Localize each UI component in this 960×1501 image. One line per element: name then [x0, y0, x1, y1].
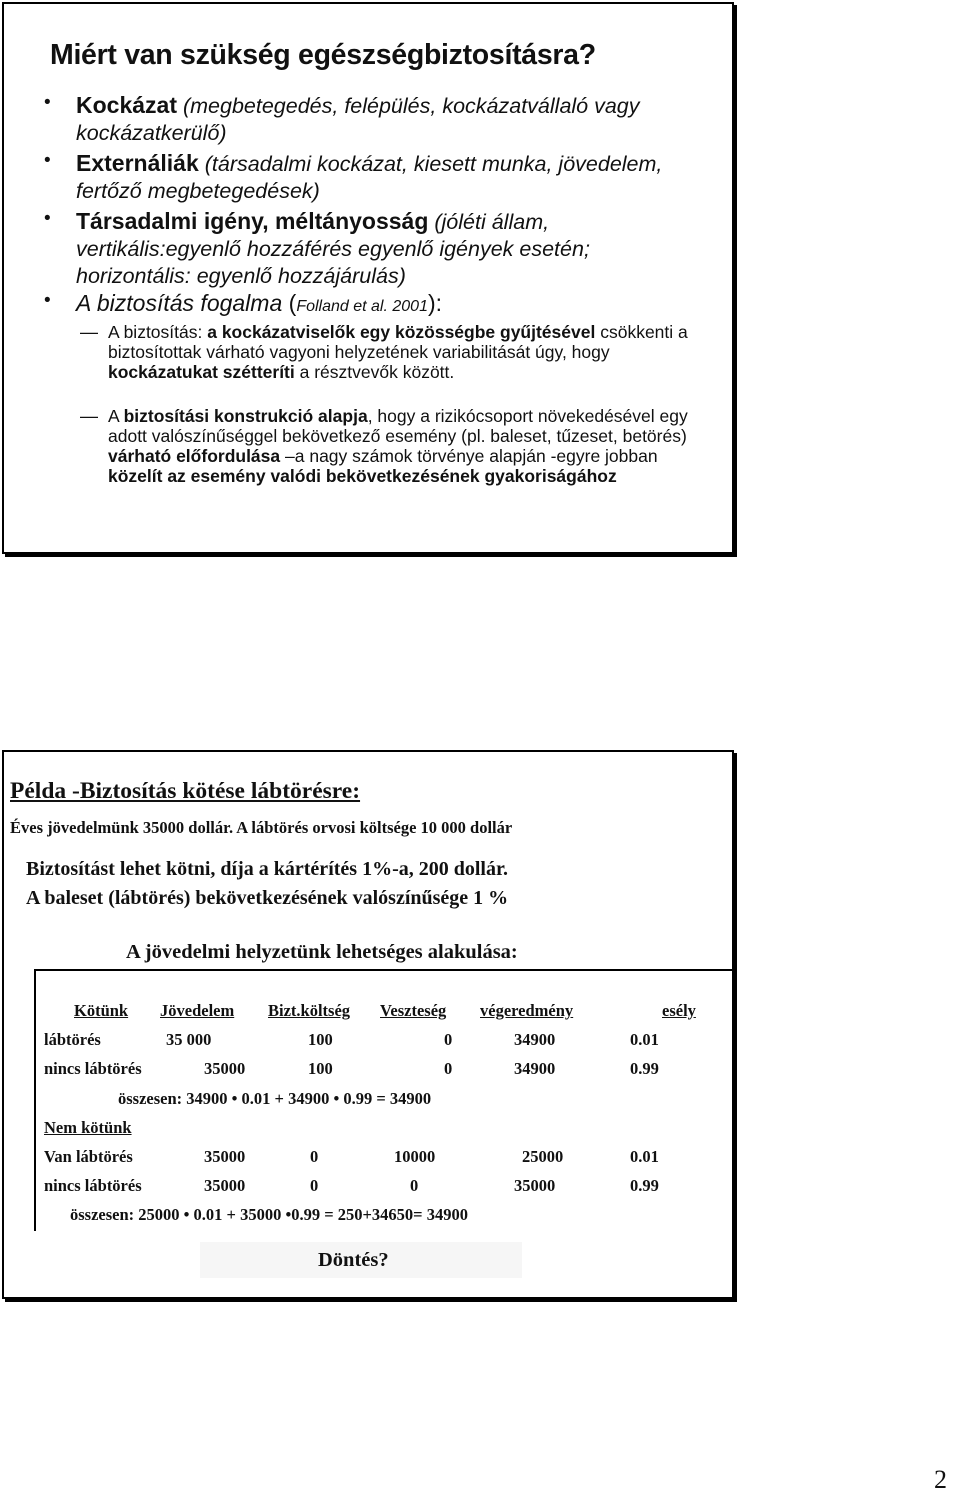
subitem-text	[108, 406, 690, 486]
cell-loss: 0	[444, 1059, 453, 1078]
insured-total: összesen: 34900 • 0.01 + 34900 • 0.99 = 34900	[118, 1089, 432, 1108]
outcome-table	[34, 969, 736, 1231]
cell-income: 35000	[204, 1176, 246, 1195]
header-income: Jövedelem	[160, 1001, 235, 1020]
bullet-term: A biztosítás fogalma	[76, 290, 283, 316]
header-result: végeredmény	[480, 1001, 574, 1020]
cell-loss: 0	[444, 1030, 453, 1049]
bullet-detail: (társadalmi kockázat, kiesett munka, jövedelem, fertőző megbetegedések)	[76, 152, 663, 203]
text-run: –a nagy számok törvénye alapján -egyre jobban	[280, 446, 658, 466]
insurance-premium-line: Biztosítást lehet kötni, díja a kártérítés 1%-a, 200 dollár.	[26, 858, 509, 880]
text-run: a résztvevők között.	[294, 362, 455, 382]
cell-premium: 0	[310, 1176, 319, 1195]
bullet-dot: •	[44, 290, 51, 311]
cell-case: lábtörés	[44, 1030, 101, 1049]
header-loss: Veszteség	[380, 1001, 447, 1020]
paren-open: (	[288, 290, 297, 316]
cell-case: Van lábtörés	[44, 1147, 133, 1166]
dash-marker: —	[80, 322, 98, 342]
bullet-text	[76, 208, 704, 290]
bullet-text	[76, 290, 704, 320]
probability-line: A baleset (lábtörés) bekövetkezésének valószínűsége 1 %	[26, 887, 509, 909]
bullet-term: Externáliák	[76, 150, 199, 176]
cell-income: 35000	[204, 1147, 246, 1166]
bullet-dot: •	[44, 208, 51, 229]
bullet-term: Társadalmi igény, méltányosság	[76, 208, 429, 234]
cell-income: 35000	[204, 1059, 246, 1078]
cell-premium: 100	[308, 1059, 333, 1078]
cell-result: 34900	[514, 1030, 556, 1049]
example-title: Példa -Biztosítás kötése lábtörésre:	[10, 778, 361, 804]
header-premium: Bizt.költség	[268, 1001, 351, 1020]
slide-title: Miért van szükség egészségbiztosításra?	[50, 39, 596, 71]
citation: Folland et al. 2001	[296, 298, 428, 315]
bullet-detail: (megbetegedés, felépülés, kockázatvállaló vagy kockázatkerülő)	[76, 94, 640, 145]
bullet-term: Kockázat	[76, 92, 177, 118]
uninsured-total: összesen: 25000 • 0.01 + 35000 •0.99 = 250+34650= 34900	[70, 1205, 468, 1224]
bullet-detail: (jóléti állam, vertikális:egyenlő hozzáférés egyenlő igények esetén; horizontális: egyenlő hozzájárulás)	[76, 210, 590, 288]
header-insure: Kötünk	[74, 1001, 129, 1020]
page-number: 2	[934, 1465, 947, 1494]
subitem-text	[108, 322, 690, 382]
cell-case: nincs lábtörés	[44, 1059, 142, 1078]
cell-premium: 0	[310, 1147, 319, 1166]
bullet-dot: •	[44, 92, 51, 113]
decision-question: Döntés?	[318, 1249, 389, 1271]
emphasis: várható előfordulása	[108, 446, 281, 466]
slide-insurance-example	[2, 750, 734, 1299]
uninsured-label: Nem kötünk	[44, 1118, 132, 1137]
cell-chance: 0.99	[630, 1176, 659, 1195]
income-line: Éves jövedelmünk 35000 dollár. A lábtörés orvosi költsége 10 000 dollár	[10, 818, 513, 837]
cell-chance: 0.01	[630, 1147, 659, 1166]
dash-marker: —	[80, 406, 98, 426]
cell-result: 35000	[514, 1176, 556, 1195]
bullet-text	[76, 150, 704, 205]
text-run: A biztosítás:	[108, 322, 208, 342]
cell-result: 34900	[514, 1059, 556, 1078]
slide-why-health-insurance	[2, 2, 734, 554]
text-run: A	[108, 406, 124, 426]
paren-close: ):	[427, 290, 443, 316]
cell-loss: 10000	[394, 1147, 436, 1166]
cell-income: 35 000	[166, 1030, 212, 1049]
emphasis: közelít az esemény valódi bekövetkezésének gyakoriságához	[108, 466, 617, 486]
text-run: , hogy a rizikócsoport növekedésével egy adott valószínűséggel bekövetkező esemény (pl. baleset, tűzeset, betörés)	[108, 406, 688, 446]
cell-loss: 0	[410, 1176, 419, 1195]
text-run: csökkenti a biztosítottak várható vagyoni helyzetének variabilitását úgy, hogy	[108, 322, 688, 362]
cell-case: nincs lábtörés	[44, 1176, 142, 1195]
emphasis: biztosítási konstrukció alapja	[123, 406, 368, 426]
emphasis: kockázatukat szétteríti	[108, 362, 295, 382]
cell-premium: 100	[308, 1030, 333, 1049]
cell-result: 25000	[522, 1147, 564, 1166]
bullet-dot: •	[44, 150, 51, 171]
header-chance: esély	[662, 1001, 696, 1020]
cell-chance: 0.01	[630, 1030, 659, 1049]
bullet-text	[76, 92, 704, 147]
cell-chance: 0.99	[630, 1059, 659, 1078]
emphasis: a kockázatviselők egy közösségbe gyűjtésével	[207, 322, 596, 342]
scenarios-heading: A jövedelmi helyzetünk lehetséges alakulása:	[126, 941, 518, 963]
